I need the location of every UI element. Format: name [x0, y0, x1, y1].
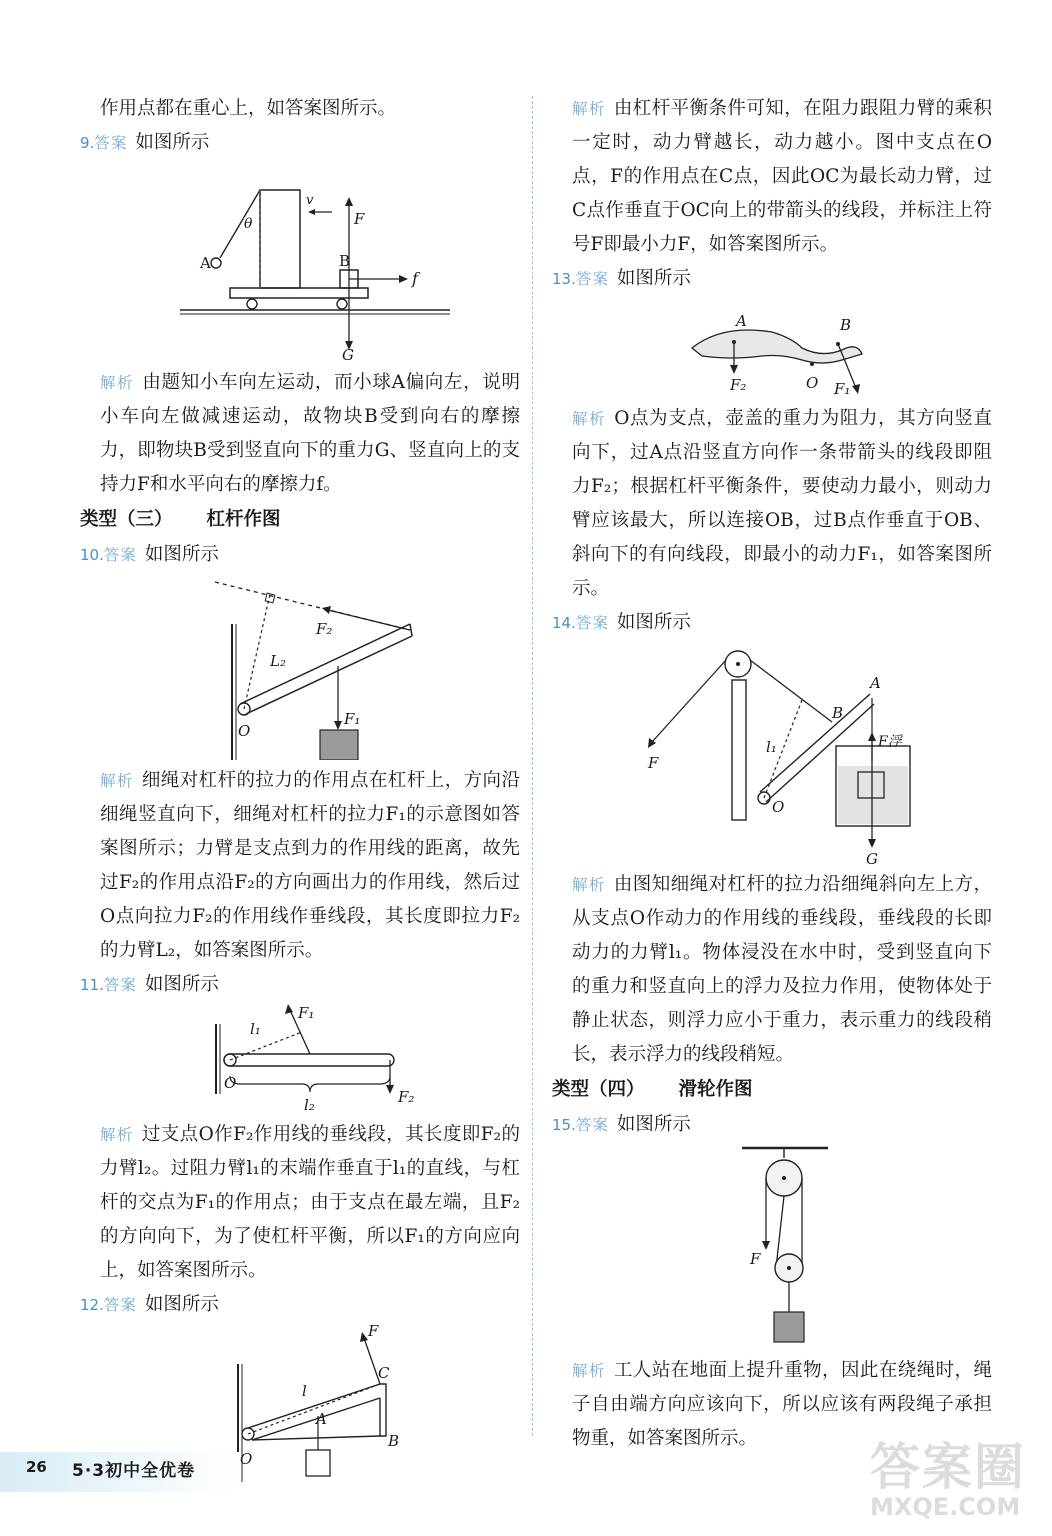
label-o: O	[806, 374, 819, 392]
label-l1: l₁	[250, 1020, 261, 1038]
watermark-url: MXQE.COM	[870, 1493, 1021, 1521]
section-3-heading: 类型（三） 杠杆作图	[80, 509, 281, 530]
label-f: F	[750, 1250, 761, 1268]
weight-block	[306, 1450, 330, 1476]
q12-analysis: 解析 由杠杆平衡条件可知，在阻力跟阻力臂的乘积一定时，动力臂越长，动力越小。图中支点在O点，F的作用点在C点，因此OC为最长动力臂，过C点作垂直于OC向上的带箭头的线段，并标注上符号F即最小力F，如答案图所示。	[572, 98, 992, 255]
q13-answer: 13.答案 如图所示	[552, 268, 691, 289]
q13-figure	[552, 298, 992, 398]
watermark-logo: 答案圈	[870, 1438, 1026, 1496]
q9-answer: 9.答案 如图所示	[80, 132, 210, 153]
watermark	[870, 1440, 1026, 1520]
label-ffu: F浮	[878, 734, 902, 750]
column-divider	[532, 96, 533, 1436]
q10-figure	[80, 574, 520, 760]
label-o: O	[238, 722, 251, 740]
weight-block	[320, 730, 358, 760]
q15-answer: 15.答案 如图所示	[552, 1114, 691, 1135]
label-v: v	[306, 193, 314, 208]
weight-block	[774, 1312, 804, 1342]
wheel-left	[247, 299, 257, 309]
q13-analysis: 解析 O点为支点，壶盖的重力为阻力，其方向竖直向下，过A点沿竖直方向作一条带箭头的线段即阻力F₂；根据杠杆平衡条件，要使动力最小，则动力臂应该最大，所以连接OB，过B点作垂直于OB、斜向下的有向线段，即最小的动力F₁，如答案图所示。	[572, 408, 992, 599]
q9-analysis: 解析 由题知小车向左运动，而小球A偏向左，说明小车向左做减速运动，故物块B受到向右的摩擦力，即物块B受到竖直向下的重力G、竖直向上的支持力F和水平向右的摩擦力f。	[100, 372, 520, 495]
label-l: l	[302, 1382, 307, 1400]
page-number: 26	[26, 1458, 47, 1476]
label-f1: F₁	[344, 710, 361, 728]
label-F: F	[354, 210, 365, 228]
label-b: B	[840, 316, 852, 334]
label-l2: L₂	[270, 652, 286, 670]
q11-figure	[80, 1004, 520, 1114]
label-f1: F₁	[298, 1004, 315, 1022]
label-f1: F₁	[834, 380, 851, 398]
q9-figure	[80, 162, 520, 362]
ball-a	[211, 258, 221, 268]
q14-figure	[552, 642, 992, 864]
label-G: G	[342, 346, 354, 362]
q11-analysis: 解析 过支点O作F₂作用线的垂线段，其长度即F₂的力臂l₂。过阻力臂l₁的末端作垂直于l₁的直线，与杠杆的交点为F₁的作用点；由于支点在最左端，且F₂的方向向下，为了使杠杆平衡，所以F₁的方向应向上，如答案图所示。	[100, 1124, 520, 1281]
label-l1: l₁	[766, 738, 777, 756]
label-b: B	[832, 704, 844, 722]
q14-analysis: 解析 由图知细绳对杠杆的拉力沿细绳斜向左上方，从支点O作动力的作用线的垂线段，垂线段的长即动力的力臂l₁。物体浸没在水中时，受到竖直向下的重力和竖直向上的浮力及拉力作用，使物体处于静止状态，则浮力应小于重力，表示重力的线段稍长，表示浮力的线段稍短。	[572, 874, 992, 1065]
q14-answer: 14.答案 如图所示	[552, 612, 691, 633]
q10-analysis: 解析 细绳对杠杆的拉力的作用点在杠杆上，方向沿细绳竖直向下，细绳对杠杆的拉力F₁的示意图如答案图所示；力臂是支点到力的作用线的距离，故先过F₂的作用点沿F₂的方向画出力的作用线，然后过O点向拉力F₂的作用线作垂线段，其长度即拉力F₂的力臂L₂，如答案图所示。	[100, 770, 520, 961]
label-f2: F₂	[316, 620, 333, 638]
label-o: O	[224, 1074, 237, 1092]
label-l2: l₂	[304, 1096, 315, 1114]
label-a: A	[200, 254, 211, 272]
q11-answer: 11.答案 如图所示	[80, 974, 219, 995]
section-4-heading: 类型（四） 滑轮作图	[552, 1079, 753, 1100]
intro-text: 作用点都在重心上，如答案图所示。	[100, 98, 397, 119]
label-o: O	[772, 798, 785, 816]
label-f2: F₂	[398, 1088, 415, 1106]
q15-analysis: 解析 工人站在地面上提升重物，因此在绕绳时，绳子自由端方向应该向下，所以应该有两段绳子承担物重，如答案图所示。	[572, 1360, 992, 1449]
label-f: f	[412, 269, 418, 288]
label-f: F	[648, 754, 659, 772]
label-b: B	[339, 252, 351, 270]
label-c: C	[378, 1364, 390, 1382]
label-a: A	[316, 1410, 327, 1428]
label-theta: θ	[244, 216, 253, 232]
series-title: 5·3初中全优卷	[72, 1461, 196, 1481]
q12-answer: 12.答案 如图所示	[80, 1294, 219, 1315]
label-o: O	[240, 1450, 253, 1468]
q15-figure	[552, 1144, 992, 1350]
label-f: F	[368, 1324, 379, 1340]
wheel-right	[337, 299, 347, 309]
right-column	[552, 92, 992, 1456]
label-g: G	[866, 850, 878, 864]
left-column	[80, 92, 520, 1486]
label-a: A	[870, 674, 881, 692]
label-f2: F₂	[730, 376, 747, 394]
label-b: B	[388, 1432, 400, 1450]
q10-answer: 10.答案 如图所示	[80, 544, 219, 565]
label-a: A	[736, 312, 747, 330]
